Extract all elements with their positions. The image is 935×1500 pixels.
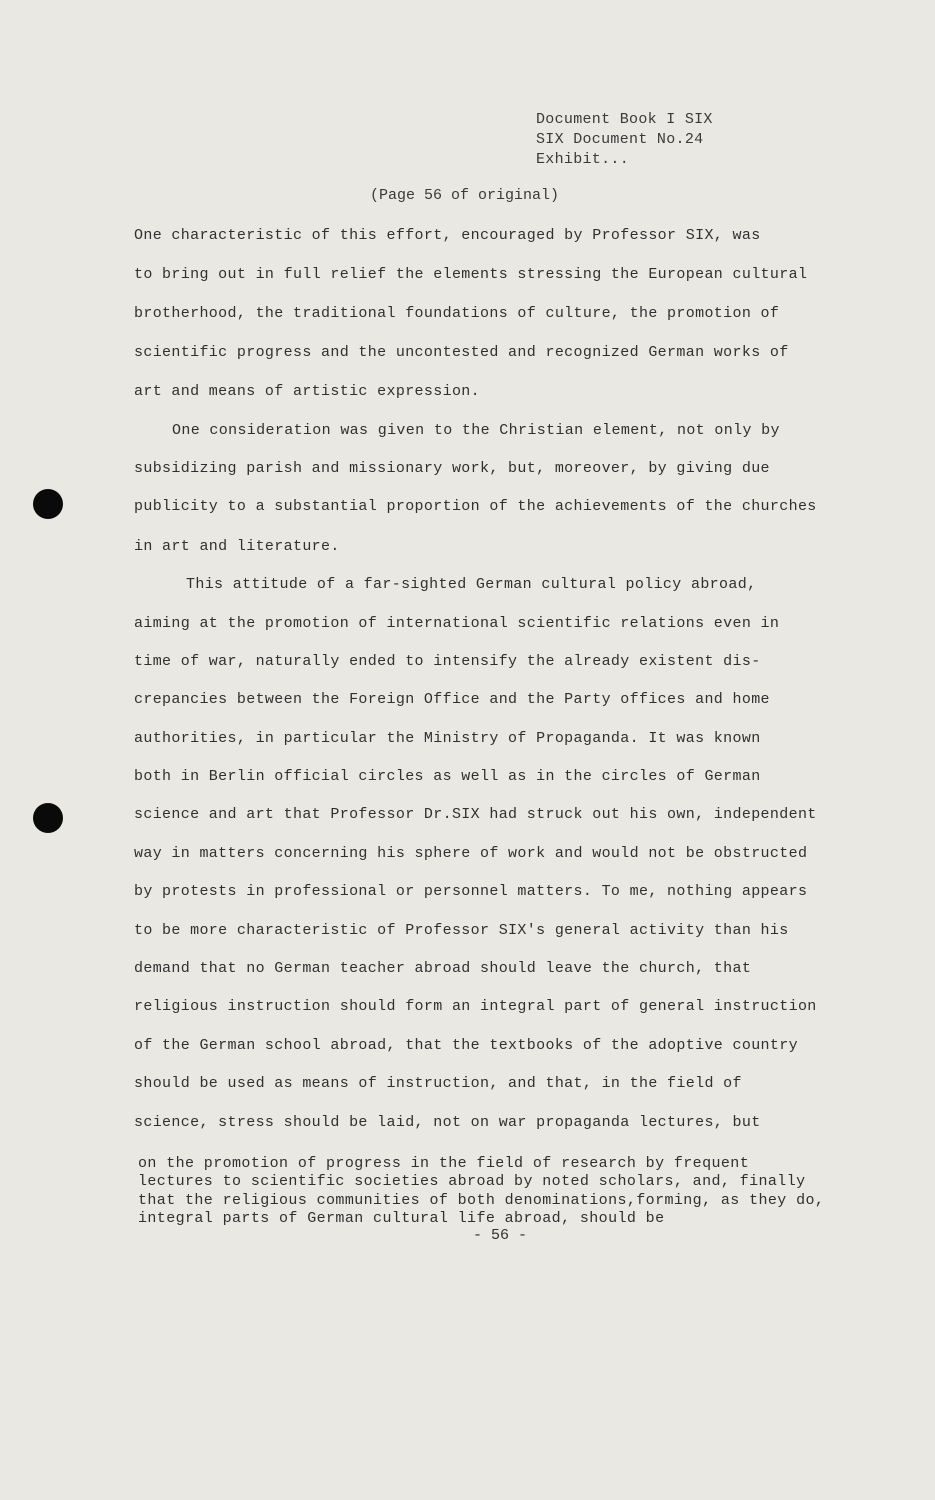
text-line: to be more characteristic of Professor SIX's general activity than his bbox=[134, 922, 789, 939]
text-line: that the religious communities of both denominations,forming, as they do, bbox=[138, 1192, 825, 1209]
document-book-label: Document Book I SIX bbox=[536, 111, 713, 128]
text-line: to bring out in full relief the elements stressing the European cultural bbox=[134, 266, 808, 283]
text-line: brotherhood, the traditional foundations of culture, the promotion of bbox=[134, 305, 780, 322]
text-line: One characteristic of this effort, encouraged by Professor SIX, was bbox=[134, 227, 761, 244]
text-line: religious instruction should form an integral part of general instruction bbox=[134, 998, 817, 1015]
document-header bbox=[536, 110, 713, 170]
text-line: science and art that Professor Dr.SIX had struck out his own, independent bbox=[134, 806, 817, 823]
text-line: both in Berlin official circles as well as in the circles of German bbox=[134, 768, 761, 785]
text-line: of the German school abroad, that the textbooks of the adoptive country bbox=[134, 1037, 798, 1054]
page-reference: (Page 56 of original) bbox=[370, 187, 560, 204]
text-line: crepancies between the Foreign Office and the Party offices and home bbox=[134, 691, 770, 708]
text-line: art and means of artistic expression. bbox=[134, 383, 481, 400]
punch-hole bbox=[33, 803, 63, 833]
text-line: authorities, in particular the Ministry of Propaganda. It was known bbox=[134, 730, 761, 747]
text-line: lectures to scientific societies abroad by noted scholars, and, finally bbox=[138, 1173, 806, 1190]
page-number: - 56 - bbox=[473, 1227, 528, 1244]
document-number-label: SIX Document No.24 bbox=[536, 131, 704, 148]
text-line: scientific progress and the uncontested and recognized German works of bbox=[134, 344, 789, 361]
text-line: This attitude of a far-sighted German cultural policy abroad, bbox=[186, 576, 757, 593]
text-line: in art and literature. bbox=[134, 538, 340, 555]
text-line: aiming at the promotion of international scientific relations even in bbox=[134, 615, 780, 632]
text-line: demand that no German teacher abroad should leave the church, that bbox=[134, 960, 752, 977]
text-line: by protests in professional or personnel matters. To me, nothing appears bbox=[134, 883, 808, 900]
text-line: time of war, naturally ended to intensify the already existent dis- bbox=[134, 653, 761, 670]
text-line: science, stress should be laid, not on war propaganda lectures, but bbox=[134, 1114, 761, 1131]
text-line: on the promotion of progress in the field of research by frequent bbox=[138, 1155, 750, 1172]
text-line: should be used as means of instruction, and that, in the field of bbox=[134, 1075, 742, 1092]
punch-hole bbox=[33, 489, 63, 519]
text-line: One consideration was given to the Christian element, not only by bbox=[172, 422, 780, 439]
text-line: integral parts of German cultural life abroad, should be bbox=[138, 1210, 665, 1227]
text-line: publicity to a substantial proportion of the achievements of the churches bbox=[134, 498, 817, 515]
text-line: subsidizing parish and missionary work, but, moreover, by giving due bbox=[134, 460, 770, 477]
text-line: way in matters concerning his sphere of work and would not be obstructed bbox=[134, 845, 808, 862]
exhibit-label: Exhibit... bbox=[536, 151, 630, 168]
